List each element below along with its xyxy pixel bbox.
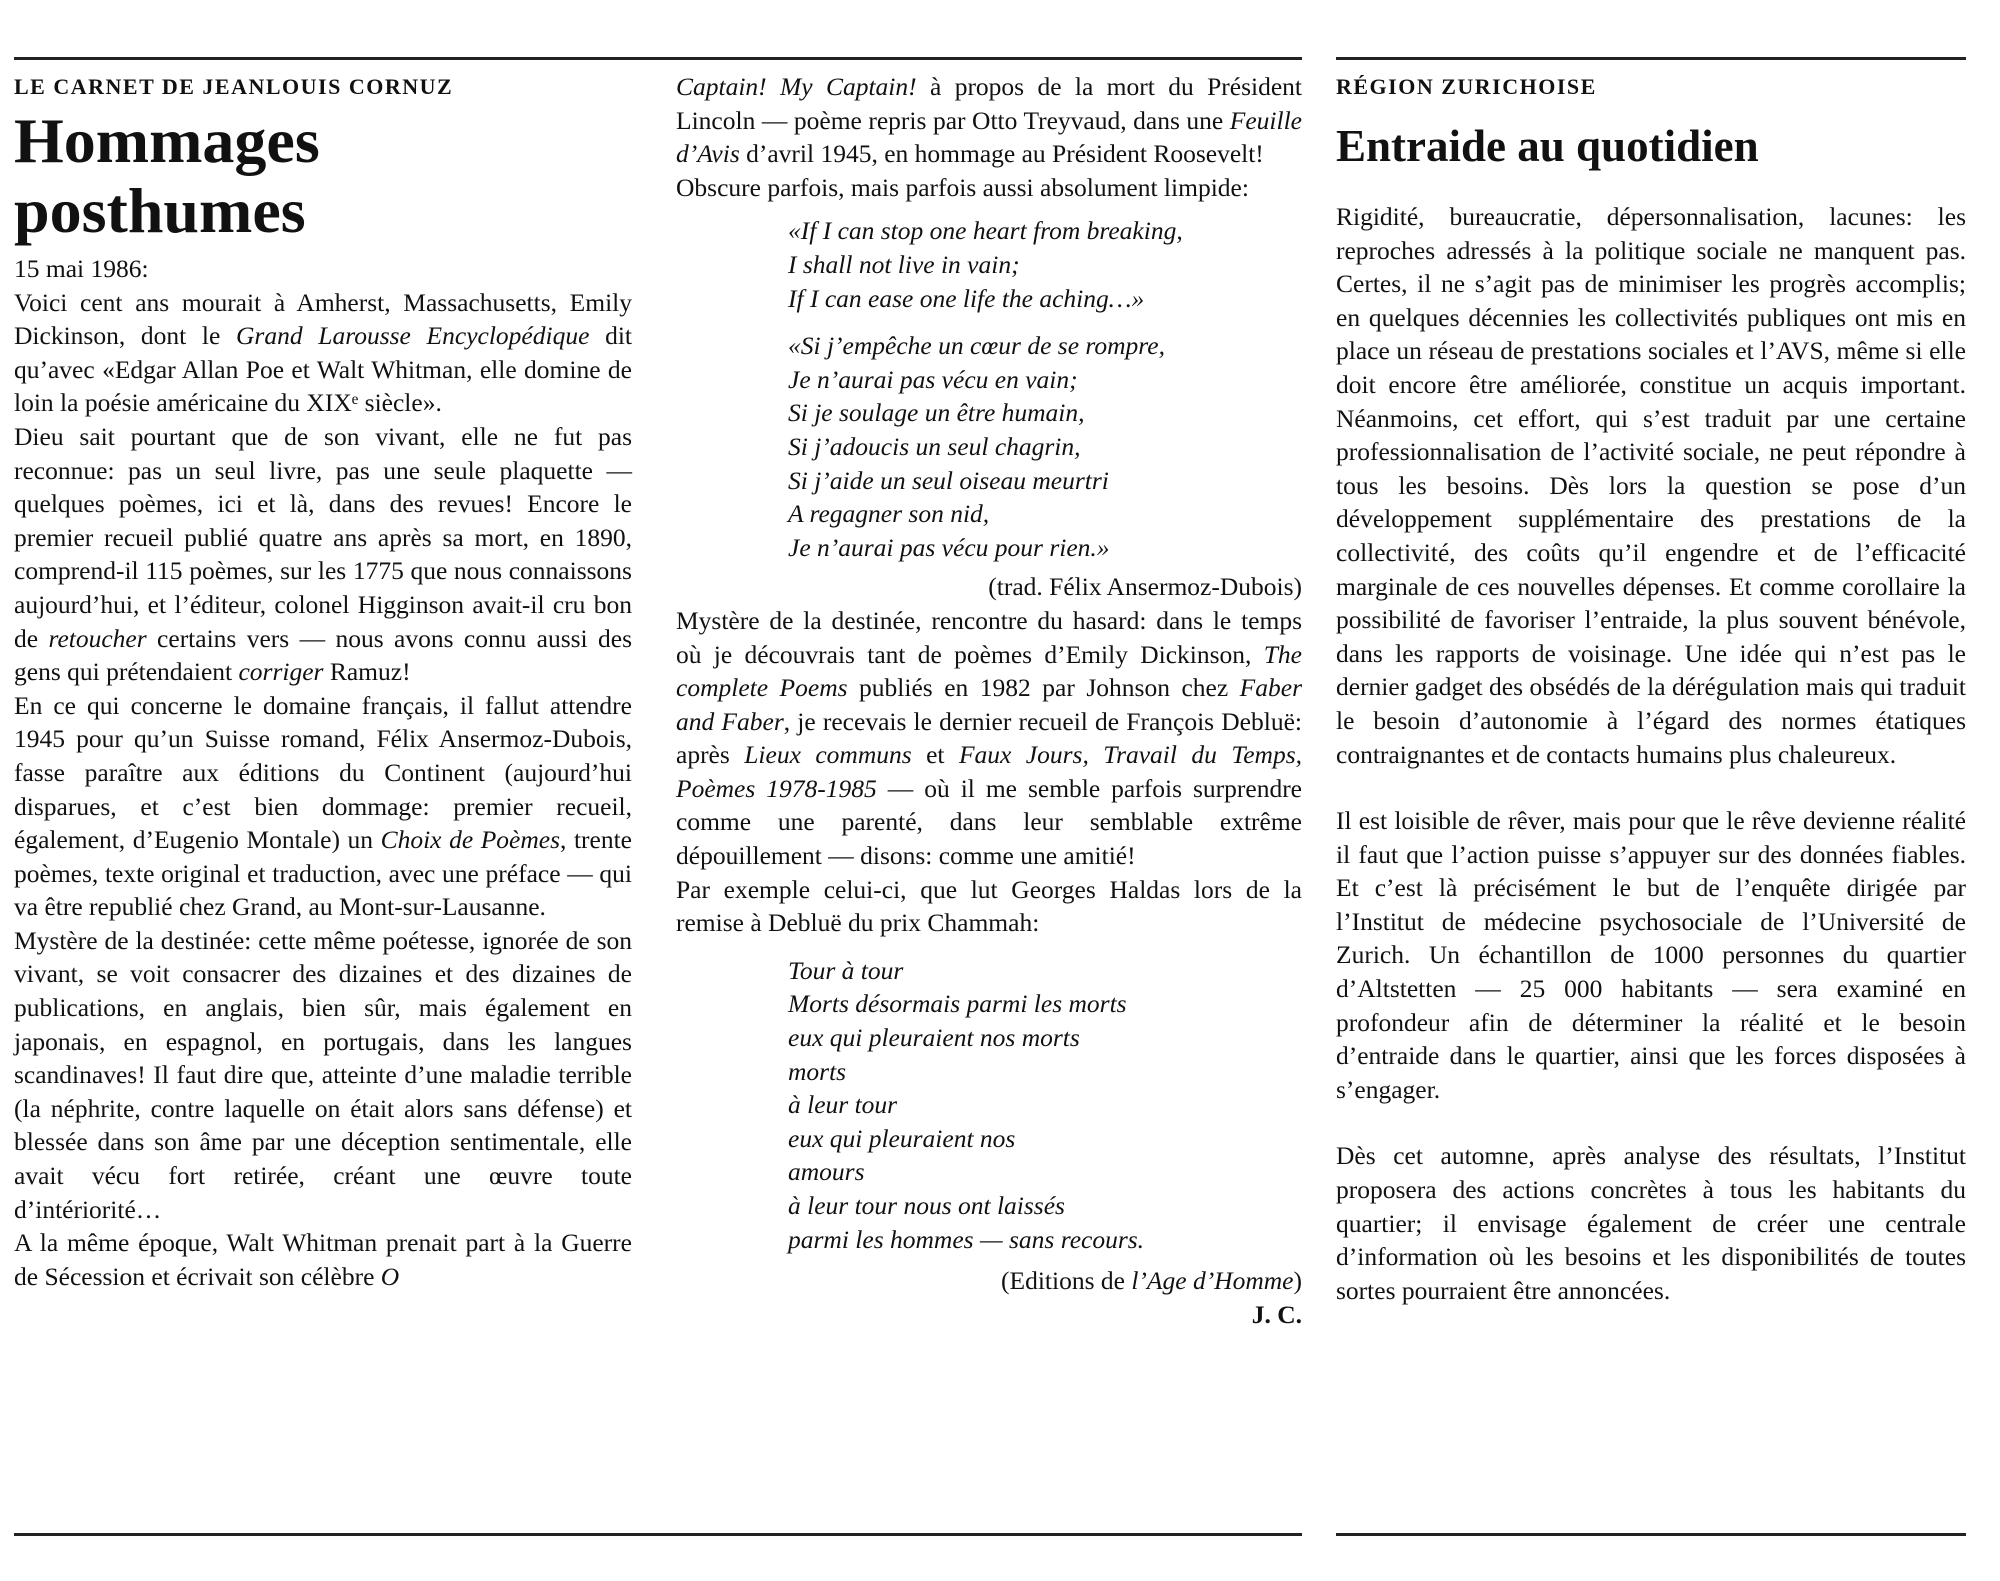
middle-paragraph-3: Mystère de la destinée, rencontre du hasard: dans le temps où je découvrais tant de poèmes d’Emily Dickinson, The complete Poems publiés en 1982 par Johnson chez Faber and Faber, je recevais le dernier recueil de François Debluë: après Lieux communs et Faux Jours, Travail du Temps, Poèmes 1978-1985 — où il me semble parfois surprendre comme une parenté, dans leur semblable extrême dépouillement — disons: comme une amitié! (676, 605, 1302, 871)
dateline: 15 mai 1986: (14, 254, 149, 283)
poem-line: «Si j’empêche un cœur de se rompre, (788, 331, 1165, 361)
middle-paragraph-4: Par exemple celui-ci, que lut Georges Haldas lors de la remise à Debluë du prix Chammah: (676, 874, 1302, 938)
left-article (14, 70, 632, 1293)
middle-paragraph-2: Obscure parfois, mais parfois aussi absolument limpide: (676, 172, 1249, 202)
left-paragraph-5: A la même époque, Walt Whitman prenait part à la Guerre de Sécession et écrivait son célèbre O (14, 1228, 632, 1291)
right-headline: Entraide au quotidien (1336, 121, 1759, 171)
right-paragraph-3: Dès cet automne, après analyse des résultats, l’Institut proposera des actions concrètes à tous les habitants du quartier; il envisage également de créer une centrale d’information où les besoins et les disponibilités de toutes sortes pourraient être annoncées. (1336, 1141, 1966, 1305)
poem-english (788, 214, 1302, 564)
poem-line: If I can ease one life the aching…» (788, 283, 1145, 313)
poem-line: I shall not live in vain; (788, 249, 1020, 279)
middle-paragraph-1: Captain! My Captain! à propos de la mort du Président Lincoln — poème repris par Otto Treyvaud, dans une Feuille d’Avis d’avril 1945, en hommage au Président Roosevelt! (676, 72, 1302, 169)
poem-line: Je n’aurai pas vécu en vain; (788, 364, 1078, 394)
right-paragraph-1: Rigidité, bureaucratie, dépersonnalisation, lacunes: les reproches adressés à la politique sociale ne manquent pas. Certes, il ne s’agit pas de minimiser les progrès accomplis; en quelques décennies les collectivités publiques ont mis en place un réseau de prestations sociales et l’AVS, même si elle doit encore être améliorée, constitue un acquis important. Néanmoins, cet effort, qui s’est traduit par une certaine professionnalisation de l’activité sociale, ne peut répondre à tous les besoins. Dès lors la question se pose d’un développement supplémentaire des prestations de la collectivité, des coûts qu’il engendre et de l’efficacité marginale de ces nouvelles dépenses. Et comme corollaire la possibilité de favoriser l’entraide, la plus souvent bénévole, dans les rapports de voisinage. Une idée qui n’est pas le dernier gadget des obsédés de la dérégulation mais qui traduit le besoin d’autonomie à l’égard des normes étatiques contraignantes et de contacts humains plus chaleureux. (1336, 202, 1966, 769)
poem-line: eux qui pleuraient nos morts (788, 1023, 1080, 1053)
right-article (1336, 70, 1966, 1307)
translator-credit: (trad. Félix Ansermoz-Dubois) (988, 572, 1302, 602)
top-rule-left (14, 57, 1302, 60)
poem-line: Si j’adoucis un seul chagrin, (788, 431, 1081, 461)
left-paragraph-3: En ce qui concerne le domaine français, il fallut attendre 1945 pour qu’un Suisse romand, Félix Ansermoz-Dubois, fasse paraître aux éditions du Continent (aujourd’hui disparues, et c’est bien dommage: premier recueil, également, d’Eugenio Montale) un Choix de Poèmes, trente poèmes, texte original et traduction, avec une préface — qui va être republié chez Grand, au Mont-sur-Lausanne. (14, 690, 632, 922)
bottom-rule-left (14, 1533, 1302, 1536)
left-headline (14, 106, 632, 246)
left-headline-line1: Hommages (14, 105, 320, 176)
left-paragraph-1: Voici cent ans mourait à Amherst, Massachusetts, Emily Dickinson, dont le Grand Larousse Encyclopédique dit qu’avec «Edgar Allan Poe et Walt Whitman, elle domine de loin la poésie américaine du XIXᵉ siècle». (14, 287, 632, 418)
poem-deblue (788, 954, 1302, 1256)
bottom-rule-right (1336, 1533, 1966, 1536)
poem-line: amours (788, 1157, 865, 1187)
left-kicker: LE CARNET DE JEANLOUIS CORNUZ (14, 74, 454, 99)
right-paragraph-2: Il est loisible de rêver, mais pour que le rêve devienne réalité il faut que l’action puisse s’appuyer sur des données fiables. Et c’est là précisément le but de l’enquête dirigée par l’Institut de médecine psychosociale de l’Université de Zurich. Un échantillon de 1000 personnes du quartier d’Altstetten — 25 000 habitants — sera examiné en profondeur afin de déterminer la réalité et le besoin d’entraide dans le quartier, ainsi que les forces disposées à s’engager. (1336, 806, 1966, 1104)
paragraph-gap (1336, 1106, 1966, 1139)
poem-line: eux qui pleuraient nos (788, 1123, 1016, 1153)
top-rule-right (1336, 57, 1966, 60)
right-kicker: RÉGION ZURICHOISE (1336, 74, 1597, 99)
poem-french-stanza (788, 329, 1302, 564)
poem-line: à leur tour nous ont laissés (788, 1191, 1065, 1220)
signature: J. C. (1251, 1299, 1302, 1329)
poem-line: Morts désormais parmi les morts (788, 989, 1127, 1019)
poem-line: morts (788, 1056, 847, 1086)
left-headline-line2: posthumes (14, 175, 306, 246)
poem-line: Je n’aurai pas vécu pour rien.» (788, 532, 1110, 562)
poem-line: «If I can stop one heart from breaking, (788, 216, 1183, 246)
publisher-credit: (Editions de l’Age d’Homme) (1001, 1266, 1302, 1296)
poem-line: Si je soulage un être humain, (788, 398, 1085, 428)
middle-column (676, 70, 1302, 1331)
left-paragraph-4: Mystère de la destinée: cette même poétesse, ignorée de son vivant, se voit consacrer des dizaines et des dizaines de publications, en anglais, bien sûr, mais également en japonais, en espagnol, en portugais, dans les langues scandinaves! Il faut dire que, atteinte d’une maladie terrible (la néphrite, contre laquelle on était alors sans défense) et blessée dans son âme par une déception sentimentale, elle avait vécu fort retirée, créant une œuvre toute d’intériorité… (14, 925, 632, 1224)
poem-line: parmi les hommes — sans recours. (788, 1224, 1145, 1254)
poem-line: Si j’aide un seul oiseau meurtri (788, 465, 1109, 495)
poem-line: Tour à tour (788, 955, 904, 985)
poem-line: A regagner son nid, (788, 499, 990, 529)
paragraph-gap (1336, 771, 1966, 804)
poem-english-stanza (788, 214, 1302, 315)
poem-line: à leur tour (788, 1090, 898, 1120)
left-paragraph-2: Dieu sait pourtant que de son vivant, elle ne fut pas reconnue: pas un seul livre, pas une seule plaquette — quelques poèmes, ici et là, dans des revues! Encore le premier recueil publié quatre ans après sa mort, en 1890, comprend-il 115 poèmes, sur les 1775 que nous connaissons aujourd’hui, et l’éditeur, colonel Higginson avait-il cru bon de retoucher certains vers — nous avons connu aussi des gens qui prétendaient corriger Ramuz! (14, 421, 633, 687)
